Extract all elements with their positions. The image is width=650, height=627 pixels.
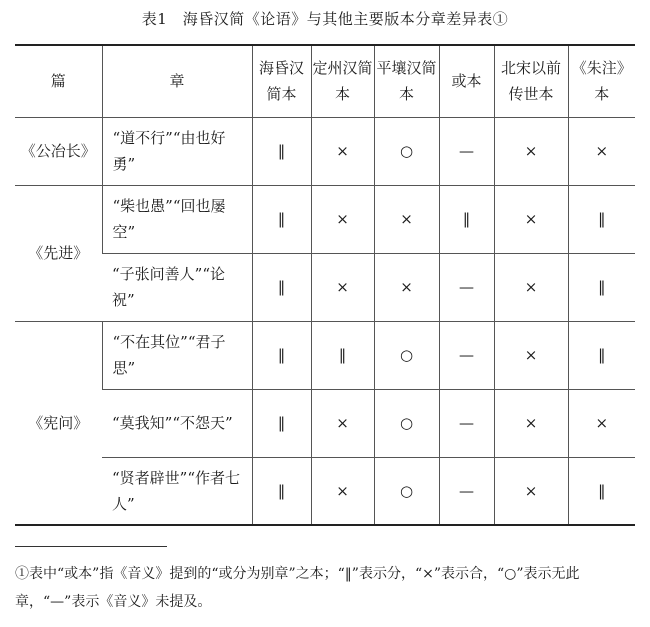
mark-cell: ‖ [568, 253, 635, 321]
mark-cell: ‖ [252, 117, 311, 185]
table-row [15, 389, 635, 457]
mark-cell: ○ [374, 321, 439, 389]
mark-cell: × [374, 185, 439, 253]
mark-cell: — [439, 389, 494, 457]
chapter-cell: “不在其位”“君子思” [102, 321, 252, 389]
mark-cell: × [374, 253, 439, 321]
section-name: 《宪问》 [15, 321, 102, 525]
section-name: 《先进》 [15, 185, 102, 321]
header-pingrang: 平壤汉简本 [374, 45, 439, 117]
table-row [15, 185, 635, 253]
chapter-difference-table [15, 44, 635, 526]
section-name: 《公冶长》 [15, 117, 102, 185]
mark-cell: — [439, 253, 494, 321]
mark-cell: × [311, 457, 374, 525]
mark-cell: × [311, 117, 374, 185]
mark-cell: ‖ [568, 457, 635, 525]
mark-cell: × [311, 185, 374, 253]
mark-cell: × [494, 185, 568, 253]
header-huoben: 或本 [439, 45, 494, 117]
footnote-separator [15, 546, 167, 547]
mark-cell: ○ [374, 457, 439, 525]
table-row [15, 457, 635, 525]
mark-cell: × [311, 253, 374, 321]
chapter-cell: “莫我知”“不怨天” [102, 389, 252, 457]
mark-cell: × [568, 389, 635, 457]
mark-cell: — [439, 117, 494, 185]
footnote: ①表中“或本”指《音义》提到的“或分为别章”之本；“‖”表示分，“×”表示合，“○”表示无此章，“—”表示《音义》未提及。 [15, 566, 580, 610]
mark-cell: ‖ [252, 389, 311, 457]
header-dingzhou: 定州汉简本 [311, 45, 374, 117]
mark-cell: × [494, 389, 568, 457]
mark-cell: × [494, 321, 568, 389]
header-haihun: 海昏汉简本 [252, 45, 311, 117]
header-zhuzhu: 《朱注》本 [568, 45, 635, 117]
header-beisong: 北宋以前传世本 [494, 45, 568, 117]
header-zhang: 章 [102, 45, 252, 117]
mark-cell: — [439, 321, 494, 389]
mark-cell: × [494, 253, 568, 321]
table-header-row [15, 45, 635, 117]
header-pian: 篇 [15, 45, 102, 117]
mark-cell: ‖ [311, 321, 374, 389]
chapter-cell: “道不行”“由也好勇” [102, 117, 252, 185]
mark-cell: × [494, 457, 568, 525]
table-caption: 表1 海昏汉简《论语》与其他主要版本分章差异表① [141, 10, 509, 28]
mark-cell: ‖ [568, 321, 635, 389]
mark-cell: ‖ [252, 457, 311, 525]
table-row [15, 117, 635, 185]
mark-cell: ‖ [252, 321, 311, 389]
mark-cell: × [311, 389, 374, 457]
table-row [15, 321, 635, 389]
mark-cell: × [568, 117, 635, 185]
mark-cell: ○ [374, 117, 439, 185]
mark-cell: — [439, 457, 494, 525]
mark-cell: ‖ [252, 253, 311, 321]
mark-cell: ○ [374, 389, 439, 457]
mark-cell: ‖ [568, 185, 635, 253]
mark-cell: ‖ [439, 185, 494, 253]
chapter-cell: “子张问善人”“论祝” [102, 253, 252, 321]
mark-cell: × [494, 117, 568, 185]
chapter-cell: “柴也愚”“回也屡空” [102, 185, 252, 253]
table-row [15, 253, 635, 321]
mark-cell: ‖ [252, 185, 311, 253]
chapter-cell: “贤者辟世”“作者七人” [102, 457, 252, 525]
